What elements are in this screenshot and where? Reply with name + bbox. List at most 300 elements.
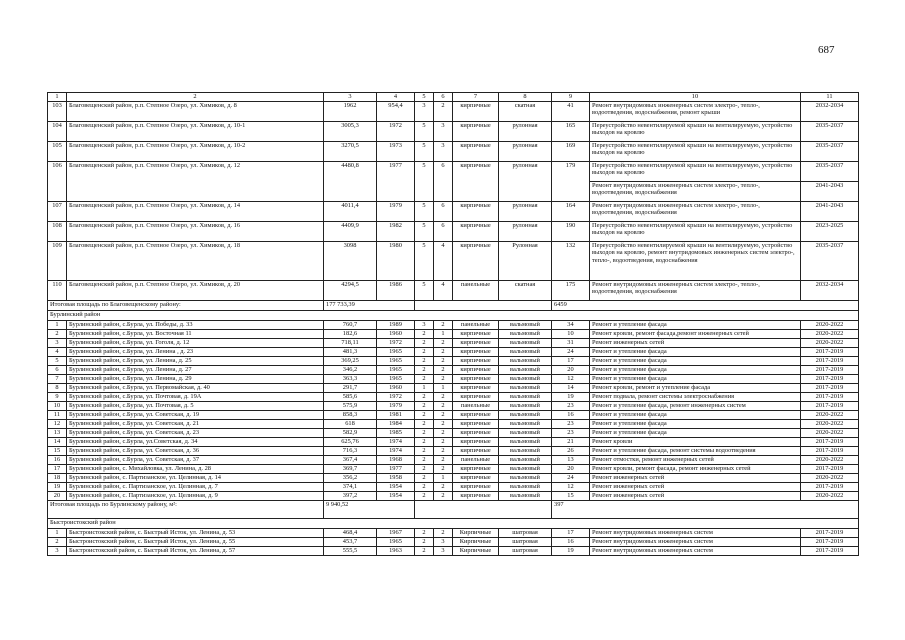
table-cell: 1979 bbox=[377, 402, 415, 411]
table-row bbox=[48, 438, 859, 447]
table-cell: 575,9 bbox=[324, 402, 377, 411]
table-cell: 2 bbox=[415, 411, 434, 420]
table-cell: 2020-2022 bbox=[801, 339, 859, 348]
table-cell: 41 bbox=[552, 102, 590, 122]
table-cell: Бурлинский район, с.Бурла, ул. Советская, д. 21 bbox=[67, 420, 324, 429]
table-row bbox=[48, 411, 859, 420]
table-cell: 10 bbox=[552, 330, 590, 339]
table-cell: 2 bbox=[415, 429, 434, 438]
table-cell: 453,7 bbox=[324, 538, 377, 547]
table-cell: 1960 bbox=[377, 330, 415, 339]
table-cell: вальмовый bbox=[499, 447, 552, 456]
table-cell: Переустройство невентилируемой крыши на вентилируемую, устройство выходов на кровлю bbox=[590, 142, 801, 162]
table-cell: 2 bbox=[434, 357, 453, 366]
table-cell: 5 bbox=[415, 281, 434, 301]
table-cell: вальмовый bbox=[499, 357, 552, 366]
table-cell: 2 bbox=[415, 447, 434, 456]
table-cell: 18 bbox=[48, 474, 67, 483]
table-cell: 20 bbox=[552, 465, 590, 474]
table-cell: 2 bbox=[415, 420, 434, 429]
table-cell: 2 bbox=[415, 529, 434, 538]
table-cell: Бурлинский район, с.Бурла, ул.Советская, д. 34 bbox=[67, 438, 324, 447]
table-cell: 2020-2022 bbox=[801, 456, 859, 465]
table-cell: 2017-2019 bbox=[801, 538, 859, 547]
table-cell: 1981 bbox=[377, 411, 415, 420]
table-cell: 2 bbox=[415, 375, 434, 384]
table-cell: Бурлинский район, с.Бурла, ул. Ленина , д. 23 bbox=[67, 348, 324, 357]
table-cell: Бурлинский район, с.Бурла, ул. Почтовая, д. 19А bbox=[67, 393, 324, 402]
table-cell: 1 bbox=[434, 474, 453, 483]
table-cell: вальмовый bbox=[499, 456, 552, 465]
table-cell: 1963 bbox=[377, 547, 415, 556]
table-row bbox=[48, 375, 859, 384]
table-cell: 16 bbox=[552, 538, 590, 547]
table-cell: 625,76 bbox=[324, 438, 377, 447]
table-cell: Ремонт кровли bbox=[590, 438, 801, 447]
table-cell: 363,3 bbox=[324, 375, 377, 384]
table-cell: 555,5 bbox=[324, 547, 377, 556]
table-cell: кирпичные bbox=[453, 393, 499, 402]
table-cell: 1965 bbox=[377, 348, 415, 357]
table-cell: Благовещенский район, р.п. Степное Озеро, ул. Химиков, д. 14 bbox=[67, 202, 324, 222]
table-cell: кирпичные bbox=[453, 447, 499, 456]
table-row bbox=[48, 384, 859, 393]
table-cell: кирпичные bbox=[453, 102, 499, 122]
table-cell: Благовещенский район, р.п. Степное Озеро, ул. Химиков, д. 16 bbox=[67, 222, 324, 242]
table-cell: Бурлинский район, с.Бурла, ул. Советская, д. 23 bbox=[67, 429, 324, 438]
table-cell: 2 bbox=[415, 366, 434, 375]
table-cell: 2017-2019 bbox=[801, 483, 859, 492]
table-cell: шатровая bbox=[499, 538, 552, 547]
table-cell: кирпичные bbox=[453, 429, 499, 438]
table-cell: 2 bbox=[415, 348, 434, 357]
table-cell: Бурлинский район, с.Бурла, ул. Восточная 11 bbox=[67, 330, 324, 339]
table-cell: 2020-2022 bbox=[801, 411, 859, 420]
total-count: 397 bbox=[552, 501, 859, 519]
table-cell: Ремонт инженерных сетей bbox=[590, 339, 801, 348]
table-row bbox=[48, 429, 859, 438]
table-cell: кирпичные bbox=[453, 474, 499, 483]
table-cell: 23 bbox=[552, 429, 590, 438]
table-cell: Быстроистокский район, с. Быстрый Исток, ул. Ленина, д. 55 bbox=[67, 538, 324, 547]
table-row bbox=[48, 538, 859, 547]
column-number: 9 bbox=[552, 93, 590, 102]
column-number: 2 bbox=[67, 93, 324, 102]
table-cell: Ремонт внутридомовых инженерных систем bbox=[590, 529, 801, 538]
table-cell: 17 bbox=[552, 357, 590, 366]
table-cell: 13 bbox=[552, 456, 590, 465]
table-cell: 5 bbox=[415, 242, 434, 281]
table-cell: 1973 bbox=[377, 142, 415, 162]
table-cell: вальмовый bbox=[499, 393, 552, 402]
table-cell: 2017-2019 bbox=[801, 402, 859, 411]
table-cell: вальмовый bbox=[499, 366, 552, 375]
table-cell: 1977 bbox=[377, 465, 415, 474]
table-cell: 1974 bbox=[377, 447, 415, 456]
table-cell: 175 bbox=[552, 281, 590, 301]
table-cell: скатная bbox=[499, 281, 552, 301]
column-number: 1 bbox=[48, 93, 67, 102]
table-cell: Благовещенский район, р.п. Степное Озеро, ул. Химиков, д. 18 bbox=[67, 242, 324, 281]
table-cell: 1972 bbox=[377, 339, 415, 348]
table-cell: вальмовый bbox=[499, 483, 552, 492]
table-cell: 5 bbox=[415, 162, 434, 202]
table-cell: 190 bbox=[552, 222, 590, 242]
table-cell: Ремонт подвала, ремонт системы электроснабжения bbox=[590, 393, 801, 402]
table-cell: панельные bbox=[453, 321, 499, 330]
table-row bbox=[48, 281, 859, 301]
table-cell: 760,7 bbox=[324, 321, 377, 330]
table-cell: 5 bbox=[48, 357, 67, 366]
table-cell: 1986 bbox=[377, 281, 415, 301]
table-cell: 1958 bbox=[377, 474, 415, 483]
district-heading-row bbox=[48, 311, 859, 321]
total-count: 6459 bbox=[552, 301, 859, 311]
table-cell: 2020-2022 bbox=[801, 492, 859, 501]
table-cell: Благовещенский район, р.п. Степное Озеро, ул. Химиков, д. 8 bbox=[67, 102, 324, 122]
table-cell: 2 bbox=[48, 538, 67, 547]
table-cell: кирпичные bbox=[453, 366, 499, 375]
table-cell: 2041-2043 bbox=[801, 182, 859, 202]
table-cell: 468,4 bbox=[324, 529, 377, 538]
table-cell: 6 bbox=[434, 202, 453, 222]
table-cell: 1 bbox=[48, 321, 67, 330]
table-cell: 2041-2043 bbox=[801, 202, 859, 222]
table-cell: 291,7 bbox=[324, 384, 377, 393]
table-cell: 2017-2019 bbox=[801, 547, 859, 556]
table-cell: Ремонт кровли, ремонт и утепление фасада bbox=[590, 384, 801, 393]
table-cell: Ремонт внутридомовых инженерных систем электро-, тепло-, водоотведения, водоснабжения bbox=[590, 281, 801, 301]
table-cell: кирпичные bbox=[453, 420, 499, 429]
table-cell: 1965 bbox=[377, 538, 415, 547]
table-cell: 3 bbox=[434, 122, 453, 142]
table-cell: 2 bbox=[415, 339, 434, 348]
table-cell: шатровая bbox=[499, 529, 552, 538]
table-row bbox=[48, 474, 859, 483]
table-cell: Бурлинский район, с. Партизанское, ул. Целинная, д. 7 bbox=[67, 483, 324, 492]
table-cell: 2 bbox=[434, 375, 453, 384]
table-cell: кирпичные bbox=[453, 375, 499, 384]
table-cell: 8 bbox=[48, 384, 67, 393]
table-cell: вальмовый bbox=[499, 411, 552, 420]
table-cell: 356,2 bbox=[324, 474, 377, 483]
table-cell: 5 bbox=[415, 122, 434, 142]
table-cell: 2020-2022 bbox=[801, 474, 859, 483]
table-cell: 369,25 bbox=[324, 357, 377, 366]
table-cell: Ремонт и утепление фасада bbox=[590, 375, 801, 384]
table-cell: Рулонная bbox=[499, 242, 552, 281]
table-cell: 2 bbox=[415, 465, 434, 474]
table-cell: 20 bbox=[48, 492, 67, 501]
table-cell: 6 bbox=[434, 162, 453, 202]
table-cell: 2 bbox=[415, 474, 434, 483]
table-cell: 179 bbox=[552, 162, 590, 202]
table-cell: 2 bbox=[415, 538, 434, 547]
table-cell: Переустройство невентилируемой крыши на вентилируемую, устройство выходов на кровлю bbox=[590, 222, 801, 242]
table-cell: 13 bbox=[48, 429, 67, 438]
table-cell: 2 bbox=[434, 429, 453, 438]
table-cell: 105 bbox=[48, 142, 67, 162]
table-cell: 2 bbox=[415, 492, 434, 501]
table-row bbox=[48, 456, 859, 465]
table-cell: Ремонт инженерных сетей bbox=[590, 474, 801, 483]
table-cell: панельные bbox=[453, 456, 499, 465]
table-cell: Ремонт и утепление фасада bbox=[590, 348, 801, 357]
table-cell: шатровая bbox=[499, 547, 552, 556]
table-cell: 4409,9 bbox=[324, 222, 377, 242]
table-cell: Ремонт кровли, ремонт фасада,ремонт инженерных сетей bbox=[590, 330, 801, 339]
table-cell: 182,6 bbox=[324, 330, 377, 339]
table-cell: 2 bbox=[415, 402, 434, 411]
table-cell: Благовещенский район, р.п. Степное Озеро, ул. Химиков, д. 10-1 bbox=[67, 122, 324, 142]
table-cell: вальмовый bbox=[499, 384, 552, 393]
table-cell: 2 bbox=[434, 447, 453, 456]
table-row bbox=[48, 330, 859, 339]
table-cell: Переустройство невентилируемой крыши на вентилируемую, устройство выходов на кровлю, ремонт внутридомовых инженерных систем электро-, тепло-, водоотведения, водоснабжения bbox=[590, 242, 801, 281]
table-cell: вальмовый bbox=[499, 420, 552, 429]
table-cell: 19 bbox=[552, 547, 590, 556]
table-cell: 1965 bbox=[377, 366, 415, 375]
table-cell: 585,6 bbox=[324, 393, 377, 402]
table-cell: 2035-2037 bbox=[801, 242, 859, 281]
table-cell: 12 bbox=[552, 375, 590, 384]
table-cell: 3 bbox=[434, 547, 453, 556]
table-cell: 23 bbox=[552, 420, 590, 429]
column-number: 6 bbox=[434, 93, 453, 102]
total-area: 9 940,52 bbox=[324, 501, 415, 519]
table-cell: 108 bbox=[48, 222, 67, 242]
table-cell: кирпичные bbox=[453, 202, 499, 222]
table-cell: 2017-2019 bbox=[801, 465, 859, 474]
table-cell: 3 bbox=[48, 339, 67, 348]
table-cell: 3 bbox=[415, 321, 434, 330]
table-cell: 17 bbox=[552, 529, 590, 538]
table-cell: кирпичные bbox=[453, 438, 499, 447]
table-cell: Ремонт внутридомовых инженерных систем электро-, тепло-, водоотведения, водоснабжения bbox=[590, 202, 801, 222]
table-cell: рулонная bbox=[499, 162, 552, 202]
table-row bbox=[48, 348, 859, 357]
table-cell: 4480,8 bbox=[324, 162, 377, 202]
table-cell: 2 bbox=[434, 492, 453, 501]
table-cell: вальмовый bbox=[499, 375, 552, 384]
table-row bbox=[48, 420, 859, 429]
table-cell: 1960 bbox=[377, 384, 415, 393]
table-cell: 2017-2019 bbox=[801, 393, 859, 402]
table-cell: 2017-2019 bbox=[801, 529, 859, 538]
column-number: 5 bbox=[415, 93, 434, 102]
table-cell: 1972 bbox=[377, 122, 415, 142]
total-label: Итоговая площадь по Благовещенскому району: bbox=[48, 301, 324, 311]
table-cell: 7 bbox=[48, 375, 67, 384]
table-cell: 23 bbox=[552, 402, 590, 411]
table-cell: 4 bbox=[434, 281, 453, 301]
table-cell: 5 bbox=[415, 142, 434, 162]
table-row bbox=[48, 321, 859, 330]
table-row bbox=[48, 357, 859, 366]
table-row bbox=[48, 162, 859, 182]
table-cell: 4011,4 bbox=[324, 202, 377, 222]
table-cell: 34 bbox=[552, 321, 590, 330]
table-row bbox=[48, 242, 859, 281]
table-cell: 6 bbox=[48, 366, 67, 375]
column-number: 8 bbox=[499, 93, 552, 102]
table-cell: 5 bbox=[415, 202, 434, 222]
table-cell: 3 bbox=[415, 102, 434, 122]
table-cell: 2 bbox=[434, 339, 453, 348]
table-cell: вальмовый bbox=[499, 330, 552, 339]
table-cell: Ремонт и утепление фасада bbox=[590, 420, 801, 429]
table-cell: 24 bbox=[552, 348, 590, 357]
table-cell: Ремонт отмостки, ремонт инженерных сетей bbox=[590, 456, 801, 465]
table-cell: 2 bbox=[434, 411, 453, 420]
table-cell: 1974 bbox=[377, 438, 415, 447]
table-cell: 2 bbox=[415, 330, 434, 339]
table-row bbox=[48, 529, 859, 538]
table-cell: 11 bbox=[48, 411, 67, 420]
total-label: Итоговая площадь по Бурлинскому району, м²: bbox=[48, 501, 324, 519]
table-cell: 2017-2019 bbox=[801, 375, 859, 384]
table-cell: Ремонт и утепление фасада bbox=[590, 429, 801, 438]
table-cell: 1 bbox=[48, 529, 67, 538]
table-cell: 165 bbox=[552, 122, 590, 142]
table-cell: Благовещенский район, р.п. Степное Озеро, ул. Химиков, д. 12 bbox=[67, 162, 324, 202]
table-cell: 2035-2037 bbox=[801, 162, 859, 182]
table-cell: 2035-2037 bbox=[801, 142, 859, 162]
table-cell: 2017-2019 bbox=[801, 438, 859, 447]
table-cell: 2023-2025 bbox=[801, 222, 859, 242]
table-cell: 2020-2022 bbox=[801, 420, 859, 429]
table-cell: 4 bbox=[48, 348, 67, 357]
table-cell: 20 bbox=[552, 366, 590, 375]
table-cell: 12 bbox=[48, 420, 67, 429]
table-cell: 15 bbox=[552, 492, 590, 501]
table-cell: 14 bbox=[552, 384, 590, 393]
table-cell: 2017-2019 bbox=[801, 447, 859, 456]
table-cell: 4 bbox=[434, 242, 453, 281]
table-cell: 2020-2022 bbox=[801, 321, 859, 330]
table-cell: 2032-2034 bbox=[801, 102, 859, 122]
table-cell: 1 bbox=[434, 384, 453, 393]
table-cell: вальмовый bbox=[499, 321, 552, 330]
table-cell: рулонная bbox=[499, 142, 552, 162]
table-cell: 582,9 bbox=[324, 429, 377, 438]
table-cell: вальмовый bbox=[499, 348, 552, 357]
table-cell: панельные bbox=[453, 402, 499, 411]
table-cell: 3005,3 bbox=[324, 122, 377, 142]
table-cell: Бурлинский район, с.Бурла, ул. Советская, д. 36 bbox=[67, 447, 324, 456]
table-cell: Ремонт и утепление фасада, ремонт инженерных систем bbox=[590, 402, 801, 411]
table-cell: 481,3 bbox=[324, 348, 377, 357]
table-cell: Ремонт и утепление фасада bbox=[590, 366, 801, 375]
table-cell: Бурлинский район, с.Бурла, ул. Ленина, д. 29 bbox=[67, 375, 324, 384]
table-cell: Бурлинский район, с. Партизанское, ул. Целинная, д. 14 bbox=[67, 474, 324, 483]
table-cell: 2 bbox=[415, 393, 434, 402]
table-cell: 6 bbox=[434, 222, 453, 242]
table-cell: Ремонт и утепление фасада bbox=[590, 321, 801, 330]
table-cell: Кирпичные bbox=[453, 529, 499, 538]
table-cell: 2 bbox=[415, 438, 434, 447]
table-cell: кирпичные bbox=[453, 242, 499, 281]
table-cell: кирпичные bbox=[453, 384, 499, 393]
table-cell: 1979 bbox=[377, 202, 415, 222]
table-cell: Кирпичные bbox=[453, 538, 499, 547]
table-cell: 5 bbox=[415, 222, 434, 242]
table-cell: кирпичные bbox=[453, 142, 499, 162]
table-cell: 1962 bbox=[324, 102, 377, 122]
table-cell: 374,1 bbox=[324, 483, 377, 492]
table-cell: 3098 bbox=[324, 242, 377, 281]
table-cell: 16 bbox=[48, 456, 67, 465]
empty-cell bbox=[415, 501, 552, 519]
table-cell: 716,3 bbox=[324, 447, 377, 456]
table-cell: вальмовый bbox=[499, 339, 552, 348]
table-cell: кирпичные bbox=[453, 492, 499, 501]
table-cell: 3 bbox=[434, 142, 453, 162]
table-cell: 2 bbox=[434, 420, 453, 429]
table-cell: 2 bbox=[434, 393, 453, 402]
table-cell: 367,4 bbox=[324, 456, 377, 465]
table-cell: Быстроистокский район, с. Быстрый Исток, ул. Ленина, д. 57 bbox=[67, 547, 324, 556]
table-cell: 2 bbox=[434, 465, 453, 474]
table-cell: 106 bbox=[48, 162, 67, 202]
table-cell: Бурлинский район, с.Бурла, ул. Ленина, д. 27 bbox=[67, 366, 324, 375]
table-cell: панельные bbox=[453, 281, 499, 301]
table-cell: кирпичные bbox=[453, 348, 499, 357]
table-cell: 2 bbox=[434, 348, 453, 357]
table-cell: Кирпичные bbox=[453, 547, 499, 556]
table-cell: рулонная bbox=[499, 222, 552, 242]
table-cell: 1989 bbox=[377, 321, 415, 330]
table-cell: 26 bbox=[552, 447, 590, 456]
table-cell: 2017-2019 bbox=[801, 357, 859, 366]
table-cell: 10 bbox=[48, 402, 67, 411]
table-cell: 15 bbox=[48, 447, 67, 456]
table-cell: 2 bbox=[434, 321, 453, 330]
table-row bbox=[48, 393, 859, 402]
table-cell: 2 bbox=[434, 366, 453, 375]
table-cell: 3 bbox=[434, 538, 453, 547]
table-cell: Бурлинский район, с.Бурла, ул. Победы, д. 33 bbox=[67, 321, 324, 330]
table-cell: Ремонт внутридомовых инженерных систем bbox=[590, 547, 801, 556]
table-cell: 1982 bbox=[377, 222, 415, 242]
table-cell: вальмовый bbox=[499, 438, 552, 447]
table-row bbox=[48, 202, 859, 222]
table-cell: 2 bbox=[434, 529, 453, 538]
table-cell: 103 bbox=[48, 102, 67, 122]
table-cell: 3 bbox=[48, 547, 67, 556]
table-cell: Ремонт внутридомовых инженерных систем электро-, тепло-, водоотведения, водоснабжения, ремонт крыши bbox=[590, 102, 801, 122]
table-cell: Ремонт и утепление фасада, ремонт системы водоотведения bbox=[590, 447, 801, 456]
table-cell: Ремонт и утепление фасада bbox=[590, 357, 801, 366]
table-cell: 2 bbox=[415, 357, 434, 366]
table-cell: Ремонт внутридомовых инженерных систем электро-, тепло-, водоотведения, водоснабжения bbox=[590, 182, 801, 202]
table-row bbox=[48, 366, 859, 375]
table-row bbox=[48, 142, 859, 162]
table-cell: кирпичные bbox=[453, 411, 499, 420]
table-cell: Бурлинский район, с. Партизанское, ул. Целинная, д. 9 bbox=[67, 492, 324, 501]
table-cell: 19 bbox=[552, 393, 590, 402]
table-cell: 718,11 bbox=[324, 339, 377, 348]
table-cell: 2 bbox=[434, 438, 453, 447]
table-row bbox=[48, 465, 859, 474]
table-cell: 104 bbox=[48, 122, 67, 142]
table-cell: Бурлинский район, с.Бурла, ул. Почтовая, д. 5 bbox=[67, 402, 324, 411]
table-cell: 16 bbox=[552, 411, 590, 420]
table-cell: 164 bbox=[552, 202, 590, 222]
table-cell: 2 bbox=[434, 402, 453, 411]
table-cell: 1972 bbox=[377, 393, 415, 402]
table-cell: Бурлинский район, с.Бурла, ул. Гоголя, д. 12 bbox=[67, 339, 324, 348]
